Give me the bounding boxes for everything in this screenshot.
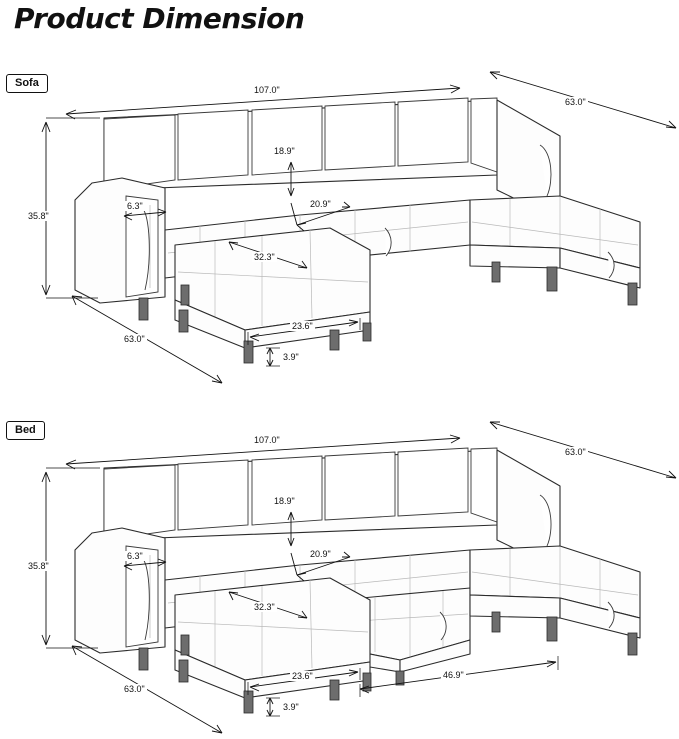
bed-dim-overall-height: 35.8" <box>28 561 49 571</box>
sofa-dim-overall-width: 107.0" <box>254 85 280 95</box>
bed-dim-seat-back-height: 18.9" <box>274 496 295 506</box>
bed-dim-chaise-length: 32.3" <box>254 602 275 612</box>
sofa-dim-arm-width: 6.3" <box>127 201 143 211</box>
sofa-dim-seat-back-height: 18.9" <box>274 146 295 156</box>
sofa-dim-overall-depth-right: 63.0" <box>565 97 586 107</box>
sofa-dim-seat-depth: 20.9" <box>310 199 331 209</box>
bed-dim-bed-extension: 46.9" <box>443 670 464 680</box>
bed-dim-overall-depth-right: 63.0" <box>565 447 586 457</box>
page-title: Product Dimension <box>14 2 305 35</box>
bed-dim-ottoman-width: 23.6" <box>292 671 313 681</box>
section-badge-sofa: Sofa <box>6 74 48 93</box>
section-badge-bed: Bed <box>6 421 45 440</box>
sofa-dim-leg-height: 3.9" <box>283 352 299 362</box>
sofa-dim-ottoman-width: 23.6" <box>292 321 313 331</box>
bed-dim-leg-height: 3.9" <box>283 702 299 712</box>
bed-dim-overall-depth-left: 63.0" <box>124 684 145 694</box>
sofa-dim-overall-depth-left: 63.0" <box>124 334 145 344</box>
bed-dim-seat-depth: 20.9" <box>310 549 331 559</box>
sofa-dim-overall-height: 35.8" <box>28 211 49 221</box>
sofa-dim-chaise-length: 32.3" <box>254 252 275 262</box>
bed-dim-arm-width: 6.3" <box>127 551 143 561</box>
bed-dim-overall-width: 107.0" <box>254 435 280 445</box>
